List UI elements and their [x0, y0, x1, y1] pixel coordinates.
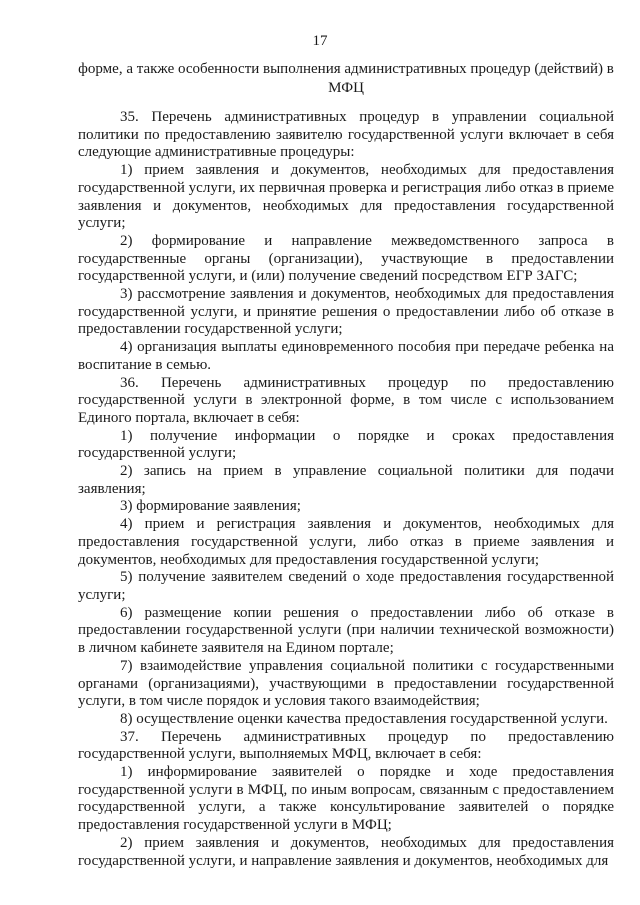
list-item-35-4: 4) организация выплаты единовременного пособия при передаче ребенка на воспитание в семью.: [78, 339, 614, 373]
list-item-36-1: 1) получение информации о порядке и сроках предоставления государственной услуги;: [78, 427, 614, 462]
list-item-37-2: 2) прием заявления и документов, необходимых для предоставления государственной услуги, и направление заявления и документов, необходимых для: [78, 834, 614, 869]
page-number: 17: [312, 33, 328, 49]
list-item-36-8: 8) осуществление оценки качества предоставления государственной услуги.: [120, 710, 608, 727]
paragraph-37: 37. Перечень административных процедур по предоставлению государственной услуги, выполняемых МФЦ, включает в себя:: [78, 728, 614, 763]
list-item-37-1: 1) информирование заявителей о порядке и ходе предоставления государственной услуги в МФЦ, по иным вопросам, связанным с предоставлением государственной услуги, а также консультирование заявителей о порядке предоставления государственной услуги в МФЦ;: [78, 764, 614, 834]
list-item-35-1: 1) прием заявления и документов, необходимых для предоставления государственной услуги, их первичная проверка и регистрация либо отказ в приеме заявления и документов, необходимых для предоставления государственной услуги;: [78, 162, 614, 232]
list-item-36-2: 2) запись на прием в управление социальной политики для подачи заявления;: [78, 463, 614, 497]
list-item-36-3: 3) формирование заявления;: [120, 498, 301, 515]
paragraph-36: 36. Перечень административных процедур по предоставлению государственной услуги в электронной форме, в том числе с использованием Единого портала, включает в себя:: [78, 374, 614, 426]
paragraph-35: 35. Перечень административных процедур в управлении социальной политики по предоставлению заявителю государственной услуги включает в себя следующие административные процедуры:: [78, 109, 614, 161]
list-item-36-4: 4) прием и регистрация заявления и документов, необходимых для предоставления государственной услуги, либо отказ в приеме заявления и документов, необходимых для предоставления государственной услуги;: [78, 516, 614, 568]
document-body: [78, 109, 614, 870]
list-item-35-3: 3) рассмотрение заявления и документов, необходимых для предоставления государственной услуги, и принятие решения о предоставлении либо об отказе в предоставлении государственной услуги;: [78, 286, 614, 338]
list-item-36-6: 6) размещение копии решения о предоставлении либо об отказе в предоставлении государственной услуги (при наличии технической возможности) в личном кабинете заявителя на Едином портале;: [78, 604, 614, 657]
list-item-35-2: 2) формирование и направление межведомственного запроса в государственные органы (организации), участвующие в предоставлении государственной услуги, и (или) получение сведений посредством ЕГР ЗАГС;: [78, 232, 614, 285]
list-item-36-5: 5) получение заявителем сведений о ходе предоставления государственной услуги;: [78, 569, 614, 603]
list-item-36-7: 7) взаимодействие управления социальной политики с государственными органами (организациями), участвующими в предоставлении государственной услуги, в том числе порядок и условия такого взаимодействия;: [78, 657, 614, 710]
section-heading: форме, а также особенности выполнения административных процедур (действий) в МФЦ: [78, 61, 614, 96]
